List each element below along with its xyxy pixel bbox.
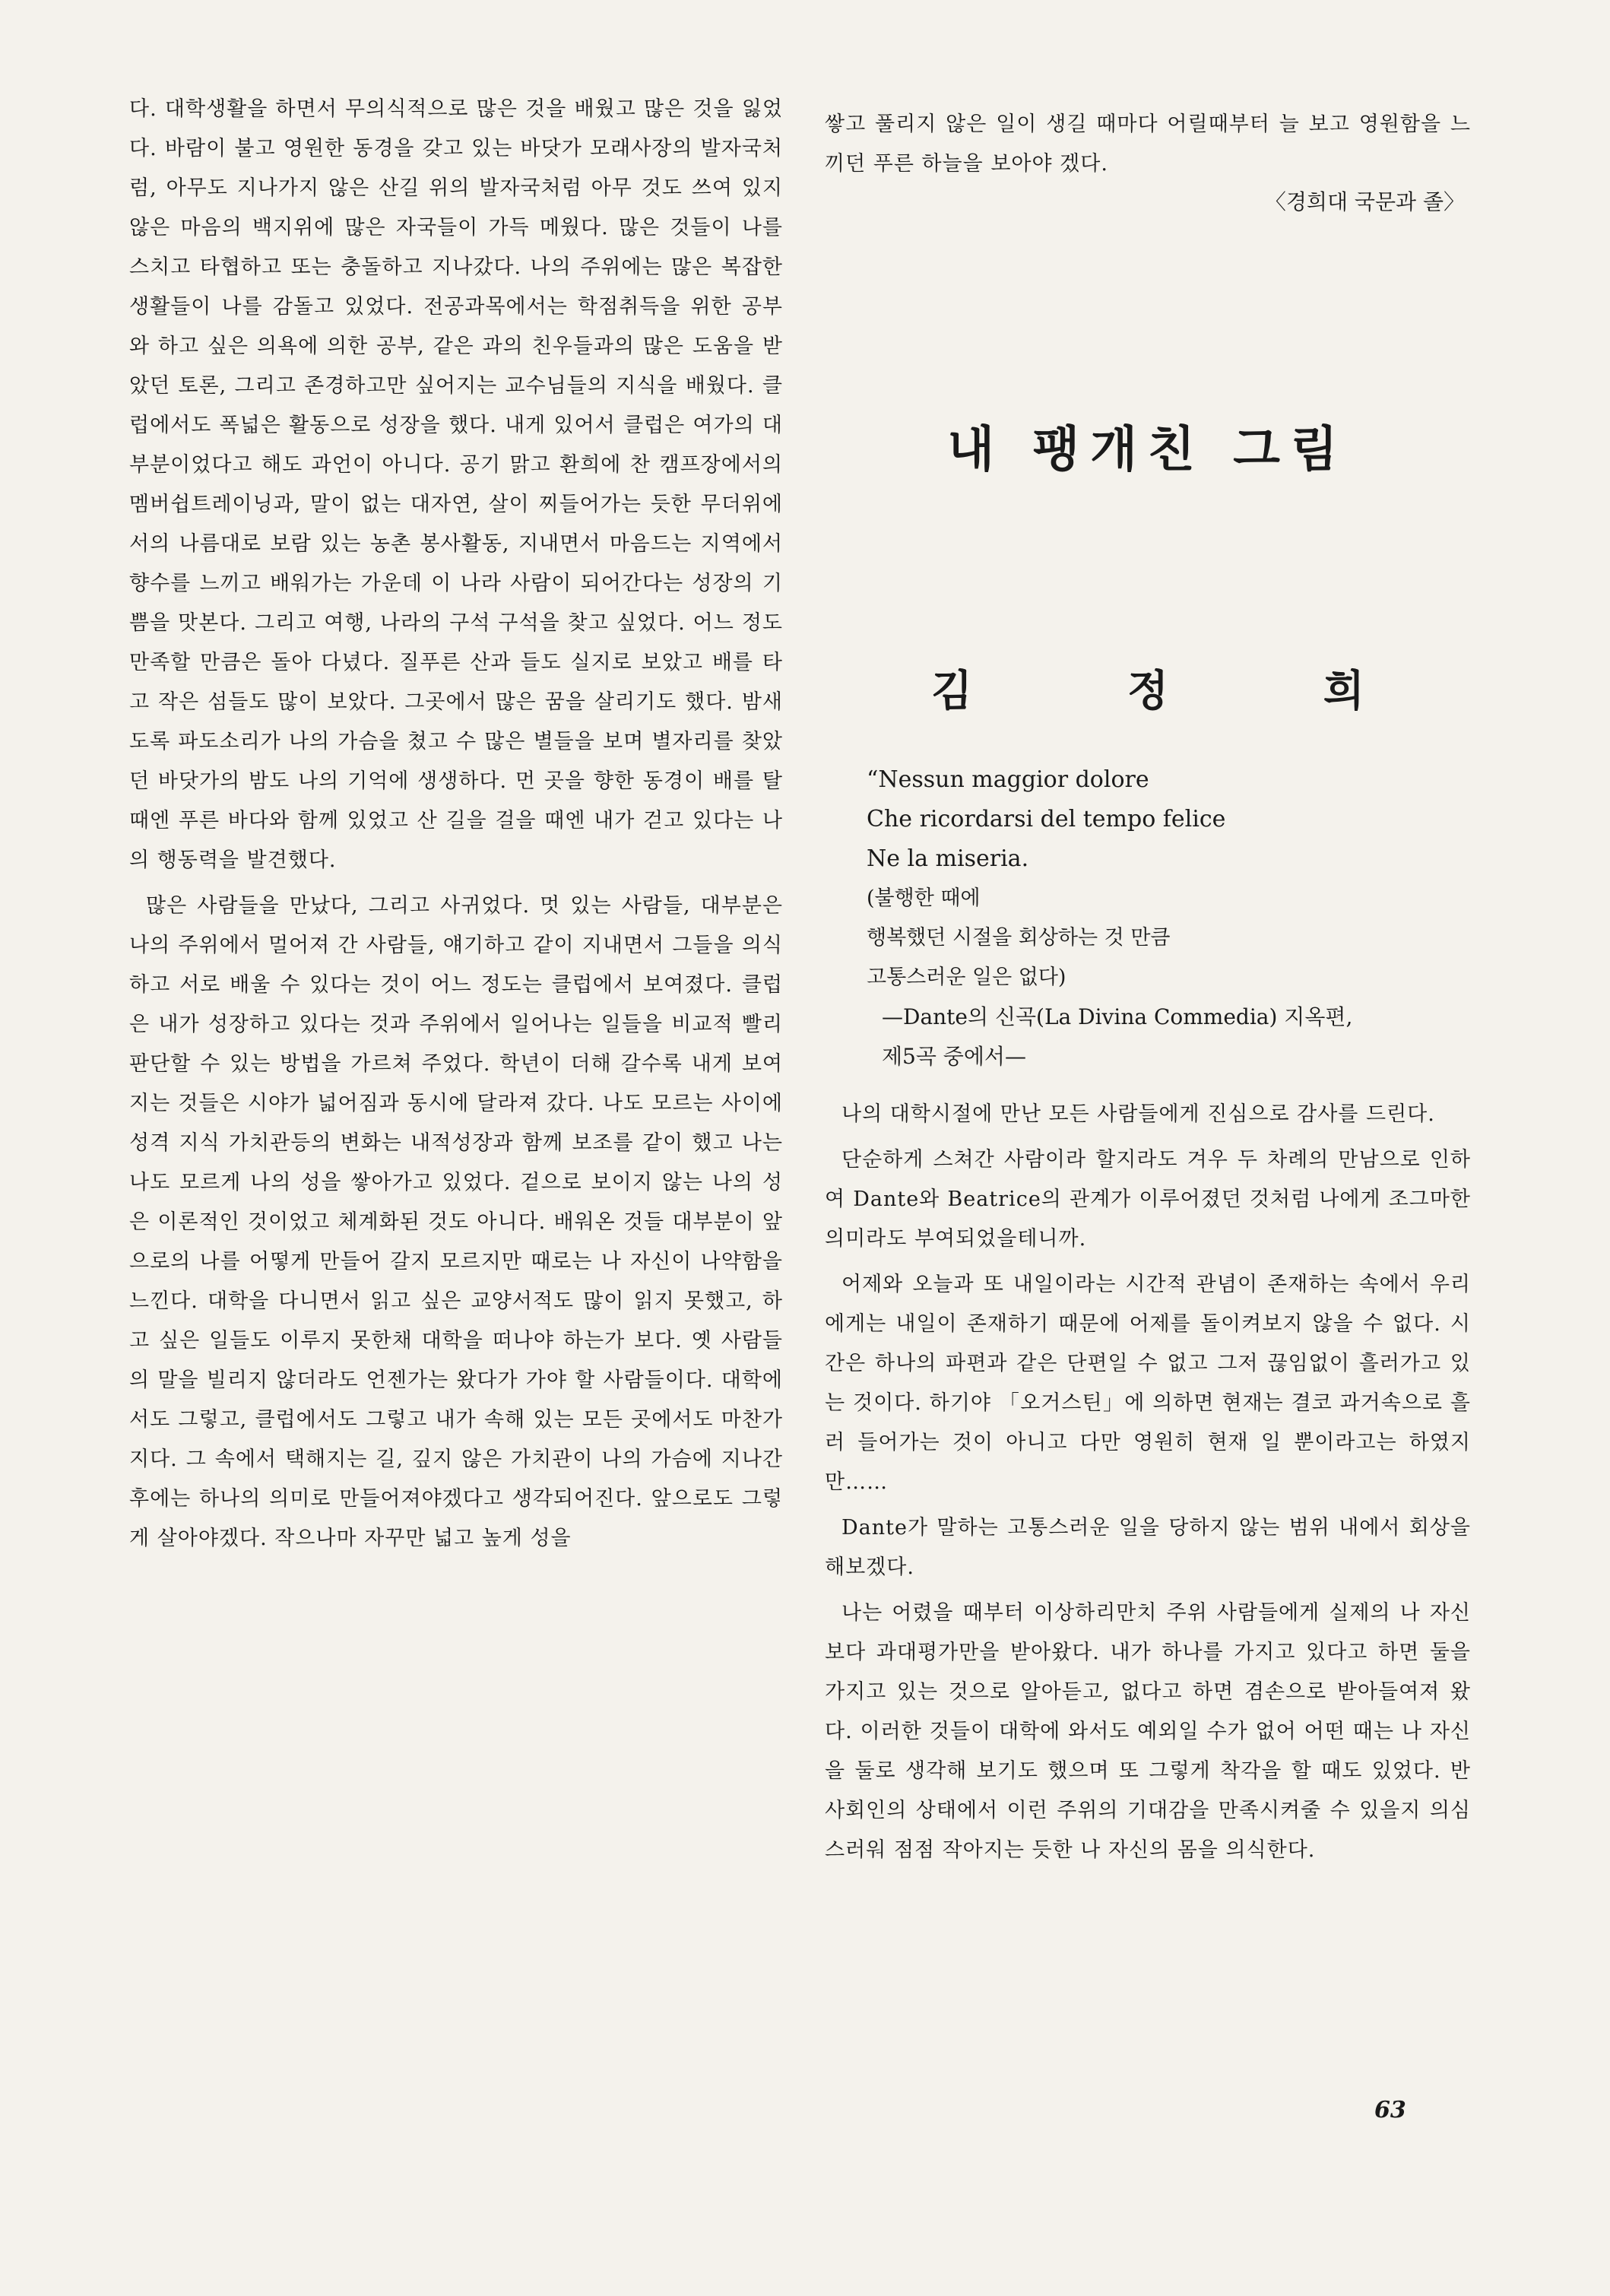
right-paragraph-5: 나는 어렸을 때부터 이상하리만치 주위 사람들에게 실제의 나 자신보다 과대평가만을 받아왔다. 내가 하나를 가지고 있다고 하면 둘을 가지고 있는 것으로 알아듣고, 없다고 하면 겸손으로 받아들여져 왔다. 이러한 것들이 대학에 와서도 예외일 수가 없어 어떤 때는 나 자신을 둘로 생각해 보기도 했으며 또 그렇게 착각을 할 때도 있었다. 반 사회인의 상태에서 이런 주위의 기대감을 만족시켜줄 수 있을지 의심스러워 점점 작아지는 듯한 나 자신의 몸을 의식한다. bbox=[825, 1601, 1471, 1862]
right-paragraph-3: 어제와 오늘과 또 내일이라는 시간적 관념이 존재하는 속에서 우리에게는 내일이 존재하기 때문에 어제를 돌이켜보지 않을 수 없다. 시간은 하나의 파편과 같은 단편일 수 없고 그저 끊임없이 흘러가고 있는 것이다. 하기야 「오거스틴」에 의하면 현재는 결코 과거속으로 흘러 들어가는 것이 아니고 다만 영원히 현재 일 뿐이라고는 하였지만…… bbox=[825, 1273, 1471, 1494]
epigraph-korean-line: 행복했던 시절을 회상하는 것 만큼 bbox=[867, 926, 1171, 950]
right-column-body bbox=[825, 1095, 1471, 1870]
epigraph-italian-line: Che ricordarsi del tempo felice bbox=[867, 806, 1226, 832]
author-char: 희 bbox=[1323, 667, 1364, 716]
epigraph-italian-line: “Nessun maggior dolore bbox=[867, 766, 1149, 793]
author-char: 정 bbox=[1127, 667, 1169, 716]
epigraph-korean-line: (불행한 때에 bbox=[867, 886, 981, 910]
author-name bbox=[825, 658, 1471, 718]
previous-author-credit: 〈경희대 국문과 졸〉 bbox=[1264, 189, 1465, 214]
right-paragraph-2: 단순하게 스쳐간 사람이라 할지라도 겨우 두 차례의 만남으로 인하여 Dante와 Beatrice의 관계가 이루어졌던 것처럼 나에게 조그마한 의미라도 부여되었을테니까. bbox=[825, 1148, 1471, 1251]
left-paragraph-1: 다. 대학생활을 하면서 무의식적으로 많은 것을 배웠고 많은 것을 잃었다. 바람이 불고 영원한 동경을 갖고 있는 바닷가 모래사장의 발자국처럼, 아무도 지나가지 않은 산길 위의 발자국처럼 아무 것도 쓰여 있지 않은 마음의 백지위에 많은 자국들이 가득 메웠다. 많은 것들이 나를 스치고 타협하고 또는 충돌하고 지나갔다. 나의 주위에는 많은 복잡한 생활들이 나를 감돌고 있었다. 전공과목에서는 학점취득을 위한 공부와 하고 싶은 의욕에 의한 공부, 같은 과의 친우들과의 많은 도움을 받았던 토론, 그리고 존경하고만 싶어지는 교수님들의 지식을 배웠다. 클럽에서도 폭넓은 활동으로 성장을 했다. 내게 있어서 클럽은 여가의 대부분이었다고 해도 과언이 아니다. 공기 맑고 환희에 찬 캠프장에서의 멤버쉽트레이닝과, 말이 없는 대자연, 살이 찌들어가는 듯한 무더위에서의 나름대로 보람 있는 농촌 봉사활동, 지내면서 마음드는 지역에서 향수를 느끼고 배워가는 가운데 이 나라 사람이 되어간다는 성장의 기쁨을 맛본다. 그리고 여행, 나라의 구석 구석을 찾고 싶었다. 어느 정도 만족할 만큼은 돌아 다녔다. 질푸른 산과 들도 실지로 보았고 배를 타고 작은 섬들도 많이 보았다. 그곳에서 많은 꿈을 살리기도 했다. 밤새도록 파도소리가 나의 가슴을 쳤고 수 많은 별들을 보며 별자리를 찾았던 바닷가의 밤도 나의 기억에 생생하다. 먼 곳을 향한 동경이 배를 탈 때엔 푸른 바다와 함께 있었고 산 길을 걸을 때엔 내가 걷고 있다는 나의 행동력을 발견했다. bbox=[129, 97, 784, 872]
epigraph-source: —Dante의 신곡(La Divina Commedia) 지옥편, bbox=[882, 1004, 1353, 1029]
epigraph bbox=[867, 760, 1497, 1077]
epigraph-source: 제5곡 중에서— bbox=[882, 1044, 1026, 1069]
continuation-text: 쌓고 풀리지 않은 일이 생길 때마다 어릴때부터 늘 보고 영원함을 느끼던 푸른 하늘을 보아야 겠다. bbox=[825, 113, 1471, 176]
page-number: 63 bbox=[1374, 2097, 1406, 2123]
article-title: 내 팽개친 그림 bbox=[947, 422, 1349, 478]
left-paragraph-2: 많은 사람들을 만났다, 그리고 사귀었다. 멋 있는 사람들, 대부분은 나의 주위에서 멀어져 간 사람들, 얘기하고 같이 지내면서 그들을 의식하고 서로 배울 수 있다는 것이 어느 정도는 클럽에서 보여졌다. 클럽은 내가 성장하고 있다는 것과 주위에서 일어나는 일들을 비교적 빨리 판단할 수 있는 방법을 가르쳐 주었다. 학년이 더해 갈수록 내게 보여지는 것들은 시야가 넓어짐과 동시에 달라져 갔다. 나도 모르는 사이에 성격 지식 가치관등의 변화는 내적성장과 함께 보조를 같이 했고 나는 나도 모르게 나의 성을 쌓아가고 있었다. 겉으로 보이지 않는 나의 성은 이론적인 것이었고 체계화된 것도 아니다. 배워온 것들 대부분이 앞으로의 나를 어떻게 만들어 갈지 모르지만 때로는 나 자신이 나약함을 느낀다. 대학을 다니면서 읽고 싶은 교양서적도 많이 읽지 못했고, 하고 싶은 일들도 이루지 못한채 대학을 떠나야 하는가 보다. 옛 사람들의 말을 빌리지 않더라도 언젠가는 왔다가 가야 할 사람들이다. 대학에서도 그렇고, 클럽에서도 그렇고 내가 속해 있는 모든 곳에서도 마찬가지다. 그 속에서 택해지는 길, 깊지 않은 가치관이 나의 가슴에 지나간 후에는 하나의 의미로 만들어져야겠다고 생각되어진다. 앞으로도 그렇게 살아야겠다. 작으나마 자꾸만 넓고 높게 성을 bbox=[129, 894, 783, 1550]
epigraph-korean-line: 고통스러운 일은 없다) bbox=[867, 966, 1066, 989]
epigraph-italian-line: Ne la miseria. bbox=[867, 845, 1029, 872]
right-paragraph-1: 나의 대학시절에 만난 모든 사람들에게 진심으로 감사를 드린다. bbox=[841, 1102, 1435, 1126]
right-paragraph-4: Dante가 말하는 고통스러운 일을 당하지 않는 범위 내에서 회상을 해보겠다. bbox=[825, 1516, 1471, 1579]
author-char: 김 bbox=[931, 667, 973, 716]
previous-article-ending bbox=[825, 105, 1471, 216]
left-column bbox=[129, 90, 783, 1559]
